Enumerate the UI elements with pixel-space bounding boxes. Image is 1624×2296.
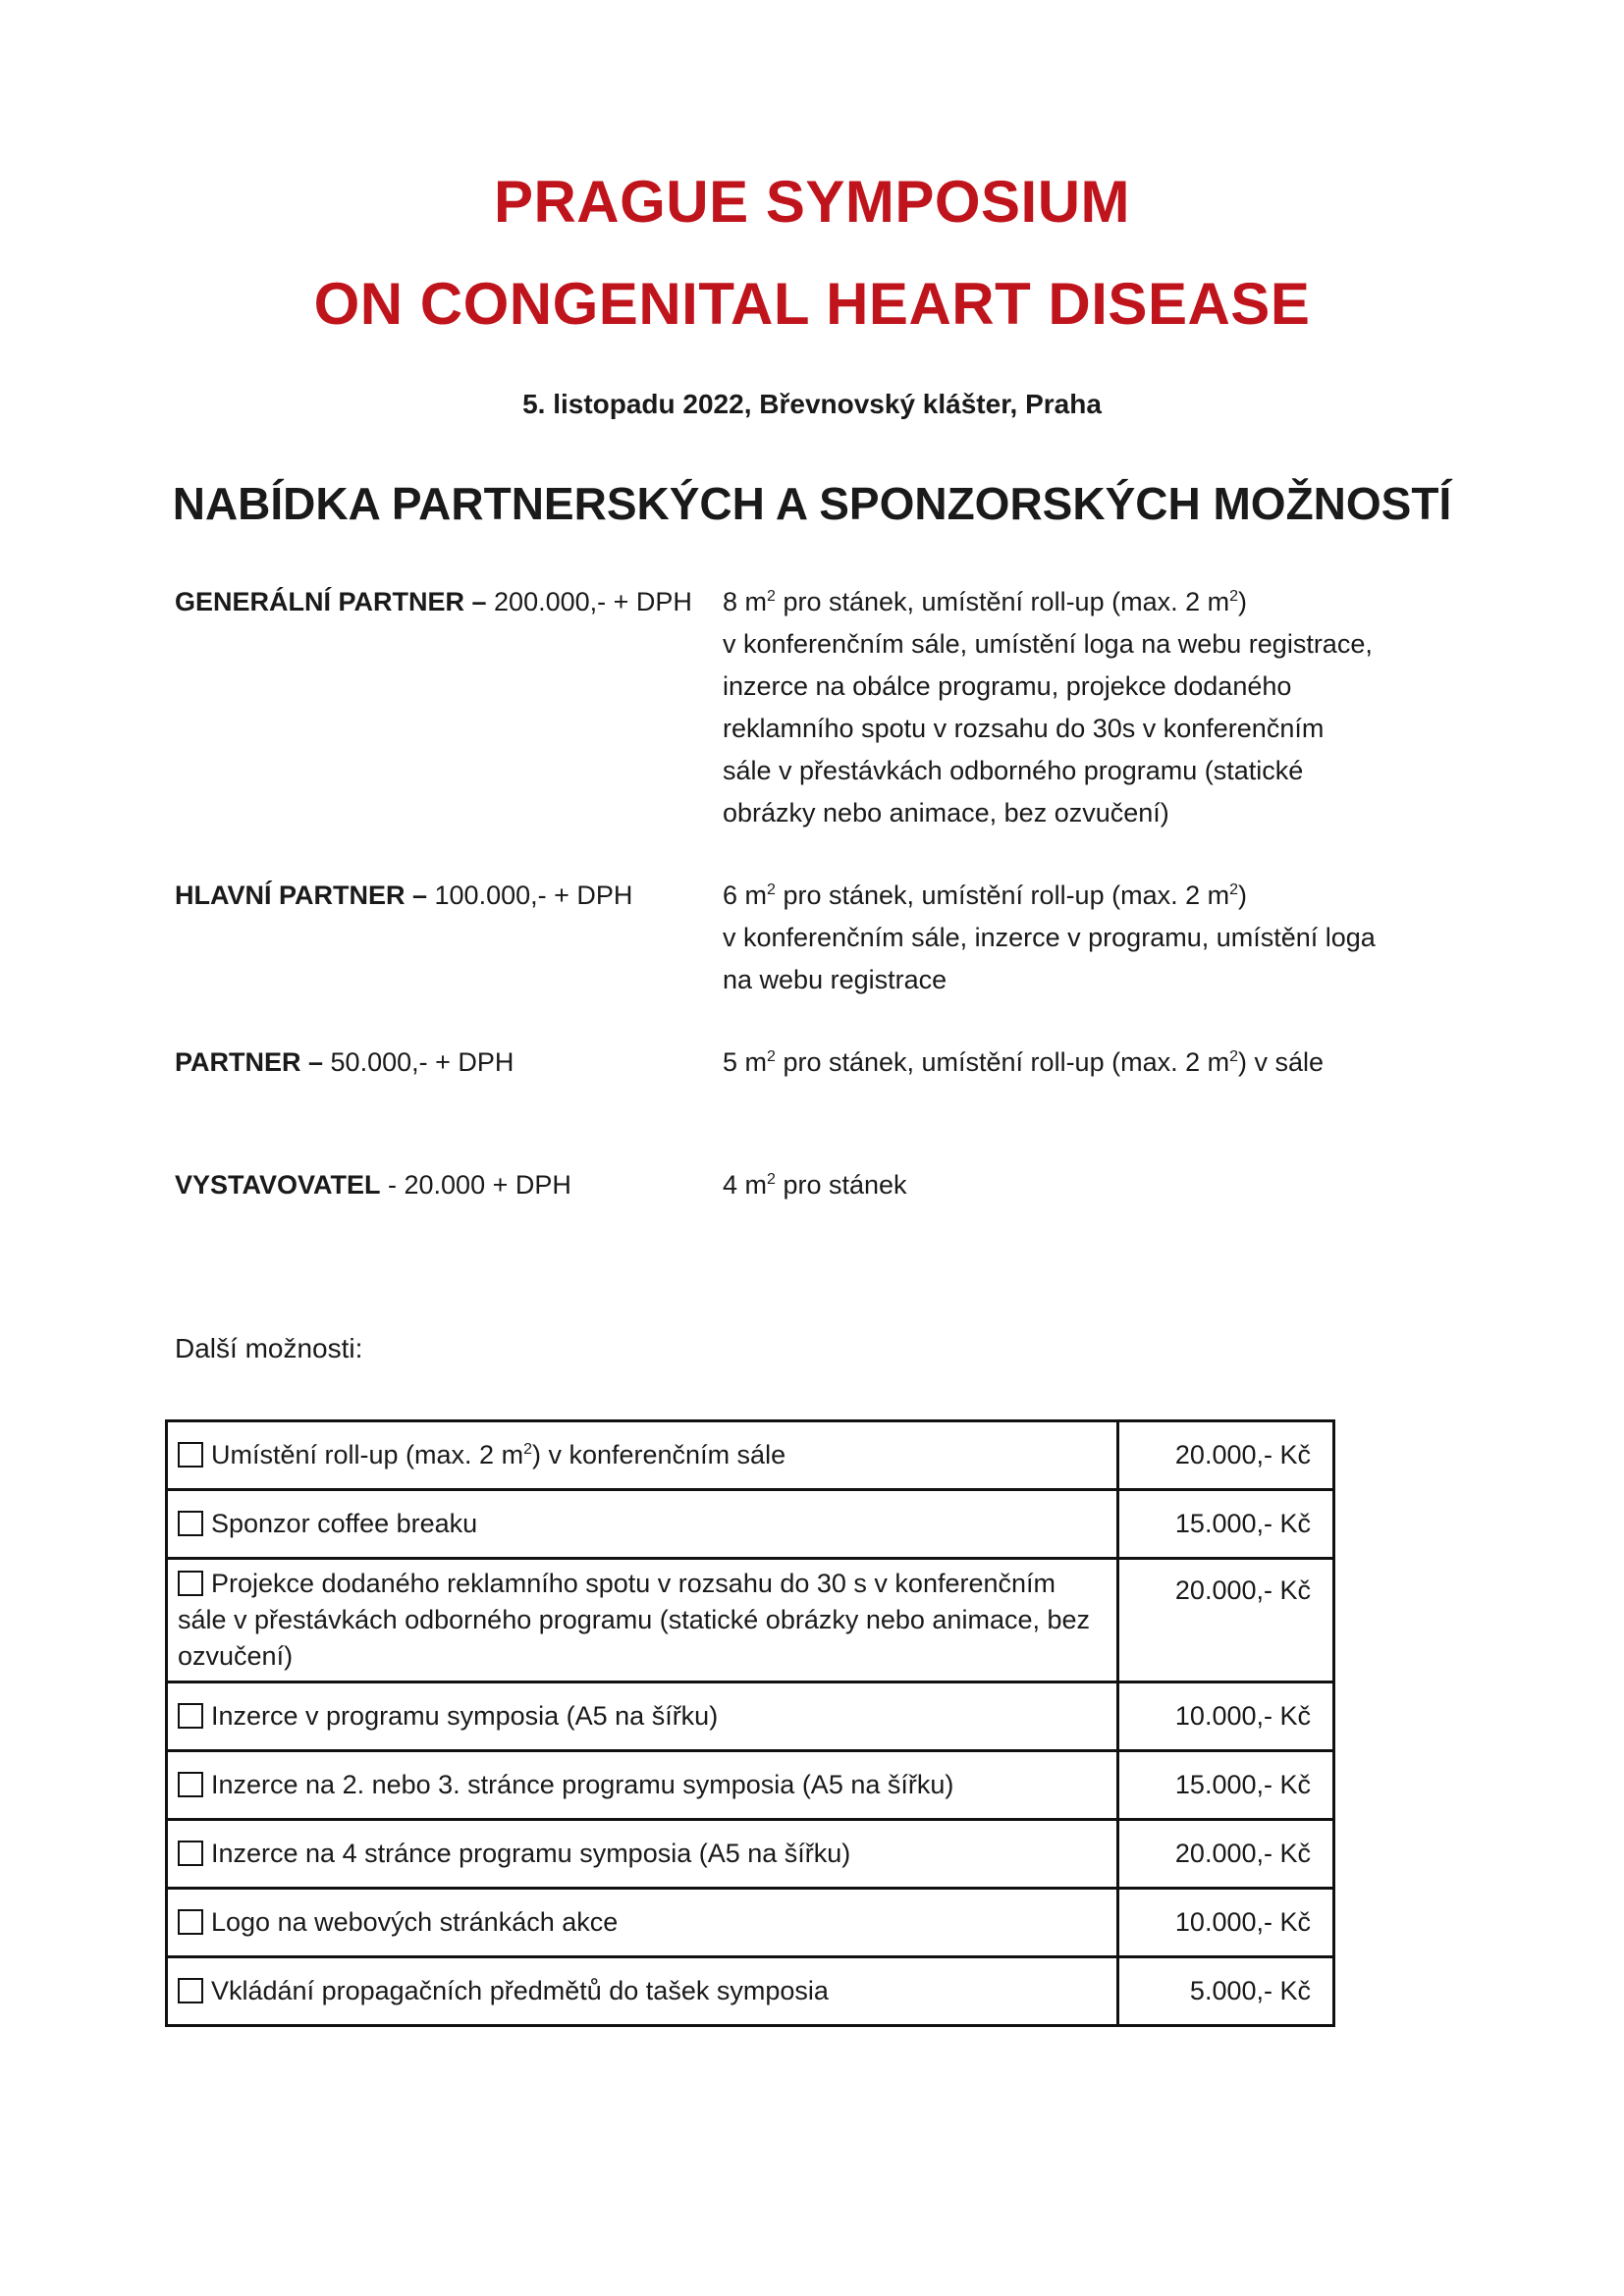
offer-name: GENERÁLNÍ PARTNER – — [175, 587, 487, 616]
checkbox[interactable] — [178, 1841, 203, 1866]
checkbox[interactable] — [178, 1511, 203, 1536]
offer-heading: NABÍDKA PARTNERSKÝCH A SPONZORSKÝCH MOŽNOSTÍ — [172, 478, 1452, 529]
offer-desc-line: 5 $m^2$ pro stánek, umístění roll-up (max. 2 $m^2$) v sále — [723, 1047, 1325, 1077]
options-table — [165, 1419, 1335, 2027]
option-cell: Projekce dodaného reklamního spotu v rozsahu do 30 s v konferenčním sále v přestávkách odborného programu (statické obrázky nebo animace, bez ozvučení) — [167, 1559, 1118, 1682]
checkbox[interactable] — [178, 1703, 203, 1729]
option-price: 20.000,- Kč — [1118, 1820, 1334, 1889]
offer-desc-line: obrázky nebo animace, bez ozvučení) — [723, 798, 1169, 828]
offer-desc-line: sále v přestávkách odborného programu (statické — [723, 756, 1304, 785]
offer-desc-line: na webu registrace — [723, 965, 947, 994]
option-price: 10.000,- Kč — [1118, 1889, 1334, 1957]
offer-label — [175, 581, 705, 623]
table-row — [167, 1682, 1334, 1751]
offer-price: - 20.000 + DPH — [380, 1170, 571, 1200]
offer-description — [723, 1041, 1430, 1084]
table-row — [167, 1751, 1334, 1820]
offer-description — [723, 875, 1430, 1001]
option-cell: Sponzor coffee breaku — [167, 1490, 1118, 1559]
offer-desc-line: 4 $m^2$ pro stánek — [723, 1170, 907, 1200]
option-price: 10.000,- Kč — [1118, 1682, 1334, 1751]
option-cell: Umístění roll-up (max. 2 $m^2$) v konferenčním sále — [167, 1421, 1118, 1490]
offer-label — [175, 875, 705, 917]
offer-label — [175, 1164, 705, 1206]
checkbox[interactable] — [178, 1571, 203, 1596]
offer-desc-line: inzerce na obálce programu, projekce dodaného — [723, 671, 1292, 701]
option-price: 20.000,- Kč — [1118, 1421, 1334, 1490]
offer-price: 100.000,- + DPH — [427, 881, 633, 910]
offer-desc-line: v konferenčním sále, inzerce v programu, umístění loga — [723, 923, 1376, 952]
offer-desc-line: v konferenčním sále, umístění loga na webu registrace, — [723, 629, 1373, 659]
offer-description — [723, 1164, 1430, 1206]
option-price: 5.000,- Kč — [1118, 1957, 1334, 2026]
table-row — [167, 1490, 1334, 1559]
title-line-2: ON CONGENITAL HEART DISEASE — [313, 271, 1311, 337]
table-row — [167, 1559, 1334, 1682]
offer-price: 200.000,- + DPH — [486, 587, 692, 616]
offer-desc-line: 6 $m^2$ pro stánek, umístění roll-up (max. 2 $m^2$) — [723, 881, 1248, 910]
offer-description — [723, 581, 1430, 834]
option-cell: Inzerce v programu symposia (A5 na šířku) — [167, 1682, 1118, 1751]
more-options-label: Další možnosti: — [175, 1333, 363, 1363]
event-date-venue: 5. listopadu 2022, Břevnovský klášter, Praha — [522, 389, 1102, 419]
option-cell: Inzerce na 2. nebo 3. stránce programu symposia (A5 na šířku) — [167, 1751, 1118, 1820]
option-price: 15.000,- Kč — [1118, 1490, 1334, 1559]
offer-name: HLAVNÍ PARTNER – — [175, 881, 428, 910]
option-cell: Logo na webových stránkách akce — [167, 1889, 1118, 1957]
option-price: 15.000,- Kč — [1118, 1751, 1334, 1820]
checkbox[interactable] — [178, 1909, 203, 1935]
option-cell: Vkládání propagačních předmětů do tašek symposia — [167, 1957, 1118, 2026]
offer-desc-line: reklamního spotu v rozsahu do 30s v konferenčním — [723, 714, 1325, 743]
offer-desc-line: 8 $m^2$ pro stánek, umístění roll-up (max. 2 $m^2$) — [723, 587, 1248, 616]
table-row — [167, 1957, 1334, 2026]
checkbox[interactable] — [178, 1978, 203, 2003]
offer-price: 50.000,- + DPH — [323, 1047, 514, 1077]
title-line-1: PRAGUE SYMPOSIUM — [493, 169, 1131, 235]
table-row — [167, 1421, 1334, 1490]
table-row — [167, 1889, 1334, 1957]
option-cell: Inzerce na 4 stránce programu symposia (A5 na šířku) — [167, 1820, 1118, 1889]
offer-name: VYSTAVOVATEL — [175, 1170, 381, 1200]
checkbox[interactable] — [178, 1442, 203, 1468]
offer-name: PARTNER – — [175, 1047, 324, 1077]
checkbox[interactable] — [178, 1772, 203, 1797]
offer-label — [175, 1041, 705, 1084]
option-price: 20.000,- Kč — [1118, 1559, 1334, 1682]
table-row — [167, 1820, 1334, 1889]
